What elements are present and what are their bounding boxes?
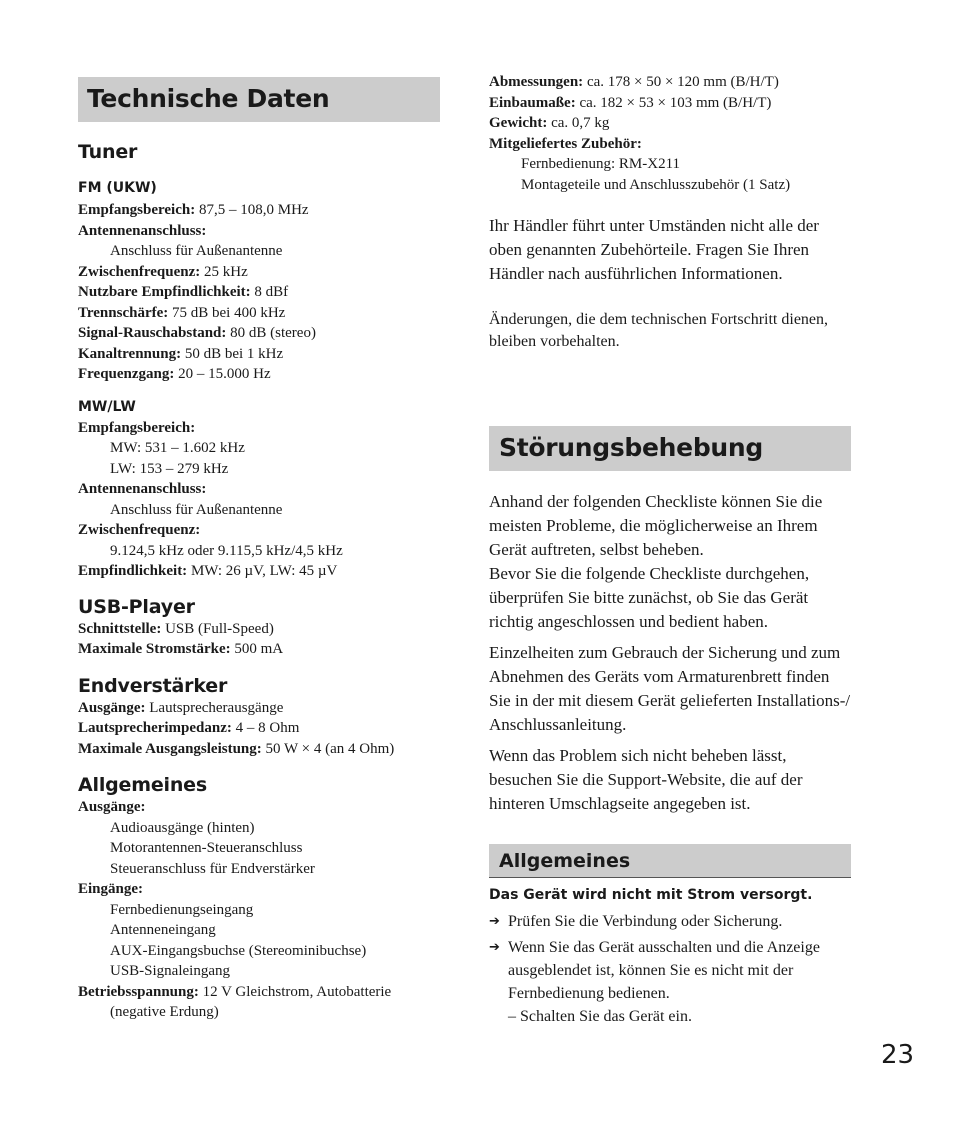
spec-value: Motorantennen-Steueranschluss: [110, 840, 303, 856]
spec-line: [489, 175, 851, 196]
spec-label: Betriebsspannung:: [78, 983, 199, 1000]
spec-line: [78, 323, 440, 344]
spec-label: Lautsprecherimpedanz:: [78, 720, 232, 736]
spec-label: Maximale Stromstärke:: [78, 641, 231, 657]
spec-label: Gewicht:: [489, 115, 548, 131]
spec-label: Mitgeliefertes Zubehör:: [489, 135, 642, 152]
solution-subitem: [489, 1005, 851, 1028]
spec-value: Fernbedienung: RM-X211: [521, 156, 681, 172]
spec-line: [78, 541, 440, 562]
spec-value: Anschluss für Außenantenne: [110, 243, 283, 259]
technical-data-heading: Technische Daten: [78, 77, 440, 122]
spec-line: [489, 154, 851, 175]
tuner-heading: Tuner: [78, 141, 138, 163]
spec-value: ca. 182 × 53 × 103 mm (B/H/T): [575, 94, 772, 111]
intro-paragraph-3: Wenn das Problem sich nicht beheben lässt, besuchen Sie die Support-Website, die auf der hinteren Umschlagseite angegeben ist.: [489, 746, 803, 813]
spec-line: [489, 134, 851, 155]
intro-paragraph-2: Einzelheiten zum Gebrauch der Sicherung und zum Abnehmen des Geräts vom Armaturenbrett finden Sie in der mit diesem Gerät gelieferten Installations-/ Anschlussanleitung.: [489, 643, 851, 734]
spec-value: 8 dBf: [250, 284, 289, 300]
spec-value: 50 dB bei 1 kHz: [181, 345, 284, 362]
spec-label: Empfangsbereich:: [78, 419, 196, 436]
spec-line: [78, 364, 440, 385]
solution-text: Prüfen Sie die Verbindung oder Sicherung.: [508, 913, 783, 930]
spec-line: [78, 698, 440, 719]
problem-heading: Das Gerät wird nicht mit Strom versorgt.: [489, 887, 813, 903]
spec-label: Signal-Rauschabstand:: [78, 325, 227, 341]
spec-line: [489, 113, 851, 134]
spec-value: MW: 531 – 1.602 kHz: [110, 440, 245, 456]
spec-label: Kanaltrennung:: [78, 345, 182, 362]
intro-paragraph-1: Anhand der folgenden Checkliste können Sie die meisten Probleme, die möglicherweise an Ihrem Gerät auftreten, selbst beheben. Bevor Sie die folgende Checkliste durchgehen, überprüfen Sie bitte zunächst, ob Sie das Gerät richtig angeschlossen und bedient haben.: [489, 492, 823, 631]
spec-value: MW: 26 µV, LW: 45 µV: [187, 563, 338, 579]
spec-label: Antennenanschluss:: [78, 481, 207, 497]
spec-line: [78, 718, 440, 739]
fm-heading: FM (UKW): [78, 180, 157, 196]
right-column: [489, 72, 851, 1028]
solution-list: [489, 910, 851, 1028]
spec-label: Frequenzgang:: [78, 366, 175, 382]
spec-value: Lautsprecherausgänge: [145, 699, 284, 716]
spec-line: [489, 93, 851, 114]
spec-line: [78, 479, 440, 500]
spec-value: ca. 0,7 kg: [547, 115, 610, 131]
spec-line: [78, 303, 440, 324]
spec-label: Schnittstelle:: [78, 620, 162, 637]
mw-lw-specs: [78, 418, 440, 582]
fm-specs: [78, 200, 440, 385]
spec-value: 20 – 15.000 Hz: [174, 366, 271, 382]
spec-line: [78, 859, 440, 880]
spec-line: [78, 344, 440, 365]
spec-value: LW: 153 – 279 kHz: [110, 460, 229, 477]
troubleshooting-intro: [489, 490, 851, 816]
spec-line: [78, 941, 440, 962]
amplifier-specs: [78, 698, 440, 760]
dealer-note: Ihr Händler führt unter Umständen nicht alle der oben genannten Zubehörteile. Fragen Sie Ihren Händler nach ausführlichen Informationen.: [489, 216, 819, 283]
spec-line: [78, 619, 440, 640]
arrow-right-icon: ➔: [489, 914, 500, 929]
spec-value: 87,5 – 108,0 MHz: [195, 202, 309, 218]
solution-text: Wenn Sie das Gerät ausschalten und die Anzeige ausgeblendet ist, können Sie es nicht mit der Fernbedienung bedienen.: [508, 939, 820, 1002]
solution-item: [489, 910, 851, 933]
spec-value: ca. 178 × 50 × 120 mm (B/H/T): [583, 74, 779, 90]
spec-line: [78, 438, 440, 459]
spec-line: [78, 982, 440, 1003]
spec-line: [78, 920, 440, 941]
spec-label: Empfindlichkeit:: [78, 563, 188, 579]
spec-label: Ausgänge:: [78, 699, 146, 716]
spec-line: [78, 961, 440, 982]
spec-value: Audioausgänge (hinten): [110, 819, 255, 836]
spec-value: Anschluss für Außenantenne: [110, 501, 283, 518]
usb-player-heading: USB-Player: [78, 595, 195, 618]
spec-value: 9.124,5 kHz oder 9.115,5 kHz/4,5 kHz: [110, 542, 343, 559]
spec-line: [78, 221, 440, 242]
spec-line: [78, 262, 440, 283]
arrow-right-icon: ➔: [489, 940, 500, 955]
spec-label: Zwischenfrequenz:: [78, 522, 201, 538]
spec-value: 25 kHz: [200, 263, 248, 280]
spec-line: [78, 900, 440, 921]
spec-value: (negative Erdung): [110, 1004, 219, 1020]
spec-line: [78, 459, 440, 480]
page-number: 23: [881, 1040, 915, 1070]
solution-item: [489, 936, 851, 1005]
spec-line: [78, 838, 440, 859]
spec-label: Ausgänge:: [78, 799, 146, 815]
spec-value: Montageteile und Anschlusszubehör (1 Satz): [521, 176, 791, 193]
mw-lw-heading: MW/LW: [78, 398, 136, 415]
spec-label: Eingänge:: [78, 881, 144, 897]
spec-line: [78, 500, 440, 521]
spec-value: 500 mA: [230, 641, 284, 657]
spec-value: 50 W × 4 (an 4 Ohm): [261, 740, 395, 757]
spec-value: USB (Full-Speed): [161, 620, 274, 637]
spec-value: USB-Signaleingang: [110, 963, 230, 979]
spec-value: Fernbedienungseingang: [110, 901, 254, 918]
spec-value: Antenneneingang: [110, 922, 216, 938]
spec-value: Steueranschluss für Endverstärker: [110, 860, 315, 877]
troubleshooting-heading: Störungsbehebung: [489, 426, 851, 471]
spec-label: Einbaumaße:: [489, 94, 576, 111]
spec-value: AUX-Eingangsbuchse (Stereominibuchse): [110, 942, 367, 959]
spec-line: [78, 282, 440, 303]
general-heading: Allgemeines: [78, 774, 207, 796]
spec-label: Maximale Ausgangsleistung:: [78, 740, 262, 757]
general-specs: [78, 797, 440, 1023]
spec-line: [78, 561, 440, 582]
spec-line: [78, 418, 440, 439]
spec-line: [78, 879, 440, 900]
changes-note: Änderungen, die dem technischen Fortschritt dienen, bleiben vorbehalten.: [489, 311, 829, 350]
spec-label: Trennschärfe:: [78, 304, 169, 321]
spec-value: 4 – 8 Ohm: [231, 720, 300, 736]
left-column: [78, 77, 440, 1023]
spec-line: [78, 241, 440, 262]
spec-label: Abmessungen:: [489, 74, 584, 90]
spec-line: [78, 797, 440, 818]
spec-line: [78, 520, 440, 541]
usb-specs: [78, 619, 440, 660]
spec-label: Antennenanschluss:: [78, 222, 207, 239]
spec-value: 75 dB bei 400 kHz: [168, 304, 286, 321]
spec-line: [78, 200, 440, 221]
spec-line: [78, 639, 440, 660]
amplifier-heading: Endverstärker: [78, 674, 228, 697]
spec-value: 12 V Gleichstrom, Autobatterie: [198, 983, 392, 1000]
spec-label: Nutzbare Empfindlichkeit:: [78, 284, 251, 300]
general-subheading: Allgemeines: [489, 844, 851, 878]
spec-label: Empfangsbereich:: [78, 202, 196, 218]
spec-line: [78, 1002, 440, 1023]
spec-label: Zwischenfrequenz:: [78, 263, 201, 280]
spec-line: [489, 72, 851, 93]
dimension-specs: [489, 72, 851, 195]
spec-line: [78, 739, 440, 760]
spec-value: 80 dB (stereo): [226, 325, 316, 341]
spec-line: [78, 818, 440, 839]
solution-subitem-text: – Schalten Sie das Gerät ein.: [508, 1008, 692, 1025]
